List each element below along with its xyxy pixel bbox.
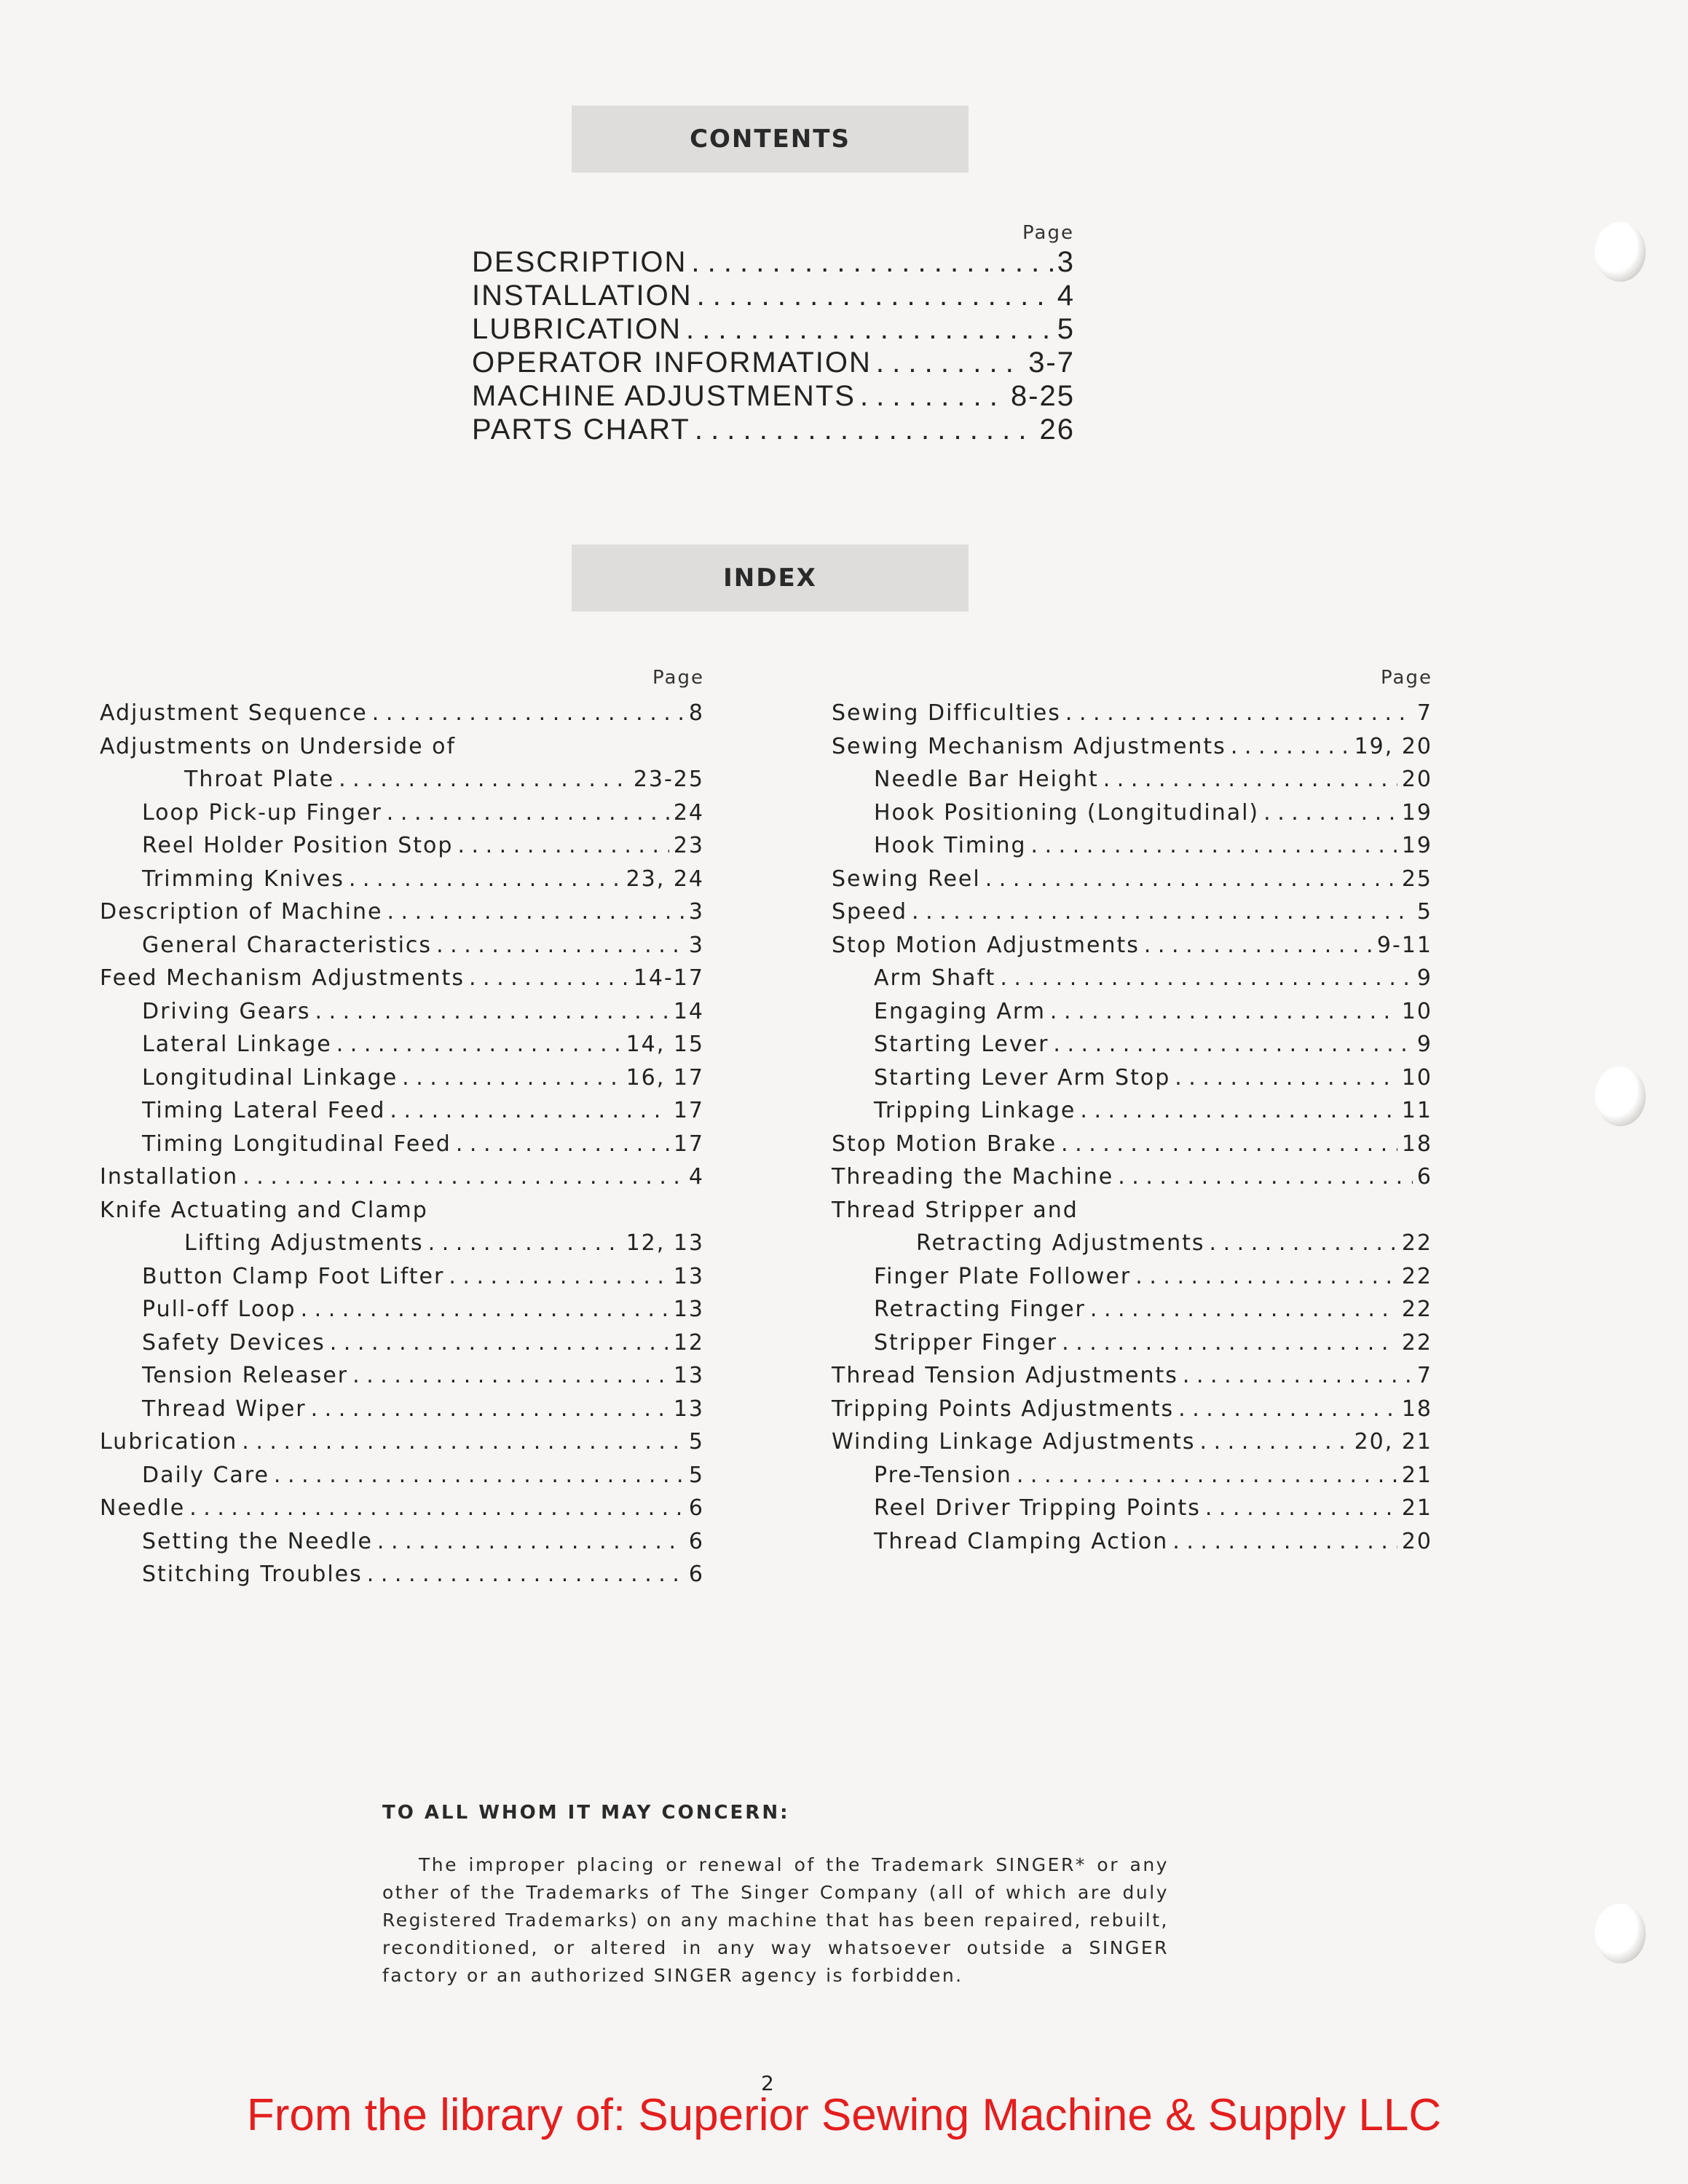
- dot-leader: [912, 899, 1413, 925]
- index-entry[interactable]: [832, 800, 1432, 834]
- dot-leader: [860, 380, 1006, 413]
- index-entry-page: 9: [1416, 1032, 1432, 1057]
- index-entry[interactable]: [832, 734, 1432, 767]
- contents-heading: [572, 106, 969, 173]
- dot-leader: [1000, 965, 1413, 991]
- dot-leader: [336, 1032, 622, 1057]
- index-entry-page: 22: [1401, 1230, 1432, 1256]
- dot-leader: [1065, 700, 1413, 726]
- dot-leader: [456, 1131, 669, 1157]
- index-entry-title: Tripping Linkage: [874, 1098, 1076, 1123]
- index-entry-page: 23, 24: [626, 866, 704, 892]
- dot-leader: [876, 347, 1024, 379]
- dot-leader: [330, 1330, 669, 1356]
- index-entry-page: 7: [1416, 700, 1432, 726]
- index-entry-page: 18: [1401, 1396, 1432, 1422]
- index-entry[interactable]: [832, 1264, 1432, 1297]
- dot-leader: [315, 999, 669, 1024]
- index-entry-page: 16, 17: [626, 1064, 704, 1091]
- contents-item-page: 8-25: [1010, 380, 1075, 412]
- dot-leader: [1053, 1032, 1413, 1057]
- index-entry-title: Needle Bar Height: [874, 767, 1099, 792]
- dot-leader: [1231, 734, 1350, 759]
- index-entry-page: 6: [1416, 1164, 1432, 1190]
- index-page-label: Page: [1381, 667, 1432, 689]
- dot-leader: [1200, 1429, 1350, 1455]
- index-entry-title: Thread Tension Adjustments: [832, 1363, 1178, 1388]
- index-entry-page: 13: [673, 1396, 704, 1422]
- index-entry-page: 6: [688, 1495, 704, 1521]
- dot-leader: [1103, 767, 1397, 792]
- dot-leader: [339, 767, 629, 792]
- index-entry-title: Trimming Knives: [142, 866, 344, 892]
- index-entry-page: 14-17: [633, 965, 704, 991]
- dot-leader: [402, 1065, 621, 1091]
- index-entry-title: Reel Holder Position Stop: [142, 833, 454, 858]
- index-entry-page: 3: [688, 899, 704, 925]
- index-entry[interactable]: [832, 767, 1432, 800]
- index-entry: [100, 1198, 704, 1231]
- index-entry-page: 5: [1416, 899, 1432, 925]
- dot-leader: [457, 833, 669, 858]
- index-entry[interactable]: [100, 933, 704, 966]
- index-entry-page: 12, 13: [626, 1230, 704, 1256]
- index-entry: [100, 734, 704, 767]
- index-entry-title: Sewing Mechanism Adjustments: [832, 733, 1226, 759]
- index-entry-title: Safety Devices: [142, 1329, 326, 1356]
- index-entry[interactable]: [832, 1429, 1432, 1463]
- dot-leader: [349, 866, 622, 892]
- dot-leader: [189, 1495, 685, 1521]
- index-entry-title: Finger Plate Follower: [874, 1263, 1132, 1289]
- index-entry-page: 7: [1416, 1363, 1432, 1388]
- dot-leader: [1062, 1330, 1397, 1356]
- index-entry-page: 21: [1401, 1462, 1432, 1488]
- contents-heading-text: CONTENTS: [690, 124, 851, 154]
- index-entry-title: Engaging Arm: [874, 998, 1046, 1024]
- index-entry-title: Hook Timing: [874, 833, 1027, 858]
- contents-item-page: 26: [1039, 414, 1075, 446]
- dot-leader: [697, 280, 1053, 312]
- index-entry-title: Driving Gears: [142, 998, 311, 1024]
- index-entry-page: 4: [688, 1164, 704, 1190]
- index-entry-page: 9-11: [1376, 932, 1432, 958]
- index-entry-title: Loop Pick-up Finger: [142, 799, 382, 826]
- index-entry-title: Winding Linkage Adjustments: [832, 1429, 1196, 1455]
- dot-leader: [1118, 1164, 1413, 1190]
- index-entry-title: Stop Motion Brake: [832, 1131, 1057, 1157]
- dot-leader: [242, 1429, 685, 1455]
- index-entry-title: Reel Driver Tripping Points: [874, 1495, 1201, 1521]
- index-entry-title: Tension Releaser: [142, 1363, 349, 1388]
- index-entry-title: Button Clamp Foot Lifter: [142, 1263, 445, 1289]
- dot-leader: [985, 866, 1397, 892]
- dot-leader: [449, 1264, 669, 1289]
- contents-item-title: MACHINE ADJUSTMENTS: [472, 380, 856, 412]
- index-entry[interactable]: [832, 999, 1432, 1032]
- index-entry-title: Needle: [100, 1495, 186, 1521]
- index-entry[interactable]: [832, 1463, 1432, 1496]
- index-entry[interactable]: [100, 1330, 704, 1364]
- index-entry-page: 6: [688, 1562, 704, 1587]
- index-entry[interactable]: [100, 999, 704, 1032]
- index-entry-title: Knife Actuating and Clamp: [100, 1197, 428, 1223]
- dot-leader: [691, 246, 1052, 279]
- punch-hole: [1595, 1067, 1646, 1126]
- index-entry[interactable]: [832, 1495, 1432, 1529]
- index-entry-page: 3: [688, 932, 704, 958]
- index-entry-page: 20, 21: [1354, 1429, 1432, 1455]
- index-entry-title: Sewing Reel: [832, 866, 981, 892]
- contents-item[interactable]: [472, 246, 1075, 280]
- index-entry[interactable]: [832, 1330, 1432, 1364]
- index-entry-title: Thread Clamping Action: [874, 1528, 1169, 1554]
- dot-leader: [242, 1164, 685, 1190]
- index-right-column: [832, 662, 1432, 1562]
- index-entry-page: 22: [1401, 1263, 1432, 1289]
- dot-leader: [1263, 800, 1397, 826]
- index-entry[interactable]: [100, 1131, 704, 1165]
- index-entry-page: 11: [1401, 1098, 1432, 1123]
- index-entry-title: General Characteristics: [142, 932, 433, 958]
- dot-leader: [387, 800, 669, 826]
- index-entry-page: 6: [688, 1528, 704, 1554]
- index-entry: [832, 1198, 1432, 1231]
- dot-leader: [686, 313, 1053, 346]
- dot-leader: [1175, 1065, 1397, 1091]
- index-entry-page: 13: [673, 1263, 704, 1289]
- contents-item[interactable]: [472, 280, 1075, 313]
- index-entry-page: 24: [673, 799, 704, 826]
- dot-leader: [428, 1230, 622, 1256]
- dot-leader: [387, 899, 684, 925]
- index-entry-title: Stitching Troubles: [142, 1562, 363, 1587]
- dot-leader: [390, 1098, 669, 1123]
- index-entry-title: Daily Care: [142, 1462, 269, 1488]
- index-entry[interactable]: [100, 800, 704, 834]
- dot-leader: [377, 1529, 685, 1554]
- index-entry-page: 5: [688, 1429, 704, 1455]
- index-entry[interactable]: [832, 1131, 1432, 1165]
- contents-item-title: DESCRIPTION: [472, 246, 687, 278]
- index-entry-title: Lateral Linkage: [142, 1032, 332, 1057]
- index-entry-page: 14: [673, 998, 704, 1024]
- index-entry-page: 19: [1401, 799, 1432, 826]
- dot-leader: [1210, 1230, 1397, 1256]
- dot-leader: [372, 700, 685, 726]
- index-entry[interactable]: [100, 1230, 704, 1264]
- index-entry[interactable]: [100, 866, 704, 900]
- index-entry-title: Thread Stripper and: [832, 1197, 1078, 1223]
- index-entry[interactable]: [100, 965, 704, 999]
- dot-leader: [1172, 1529, 1397, 1554]
- library-credit: From the library of: Superior Sewing Machine & Supply LLC: [246, 2090, 1442, 2140]
- dot-leader: [1080, 1098, 1397, 1123]
- index-entry[interactable]: [100, 1264, 704, 1297]
- index-entry-page: 8: [688, 700, 704, 726]
- index-entry-title: Lubrication: [100, 1429, 238, 1455]
- index-entry[interactable]: [832, 1396, 1432, 1430]
- index-entry[interactable]: [100, 1032, 704, 1065]
- contents-item-page: 3: [1057, 246, 1075, 278]
- index-entry-page: 17: [673, 1131, 704, 1157]
- index-entry[interactable]: [100, 1495, 704, 1529]
- index-entry[interactable]: [100, 1562, 704, 1595]
- dot-leader: [301, 1297, 669, 1322]
- dot-leader: [1178, 1396, 1397, 1422]
- index-entry-page: 22: [1401, 1329, 1432, 1356]
- index-entry-page: 23-25: [633, 767, 704, 792]
- index-entry-page: 12: [673, 1329, 704, 1356]
- index-entry[interactable]: [832, 1098, 1432, 1131]
- contents-item-page: 5: [1057, 313, 1075, 345]
- index-entry[interactable]: [100, 1363, 704, 1396]
- index-entry-title: Sewing Difficulties: [832, 700, 1061, 726]
- index-entry-page: 10: [1401, 1064, 1432, 1091]
- index-entry-title: Stripper Finger: [874, 1329, 1058, 1356]
- dot-leader: [1061, 1131, 1397, 1157]
- index-entry[interactable]: [832, 1065, 1432, 1099]
- contents-item[interactable]: [472, 414, 1075, 447]
- index-entry[interactable]: [100, 1297, 704, 1330]
- dot-leader: [1144, 933, 1373, 958]
- index-entry[interactable]: [832, 1297, 1432, 1330]
- index-entry-page: 10: [1401, 998, 1432, 1024]
- index-entry[interactable]: [100, 1164, 704, 1198]
- index-entry[interactable]: [100, 833, 704, 866]
- dot-leader: [311, 1396, 669, 1422]
- index-entry[interactable]: [832, 899, 1432, 933]
- index-entry-page: 25: [1401, 866, 1432, 892]
- index-entry-title: Setting the Needle: [142, 1528, 373, 1554]
- page-number: 2: [761, 2071, 774, 2095]
- contents-item[interactable]: [472, 347, 1075, 380]
- index-entry-page: 20: [1401, 767, 1432, 792]
- index-entry[interactable]: [100, 1463, 704, 1496]
- index-entry-title: Pull-off Loop: [142, 1297, 296, 1322]
- index-entry-title: Starting Lever: [874, 1032, 1049, 1057]
- index-entry-title: Arm Shaft: [874, 965, 996, 991]
- dot-leader: [1135, 1264, 1397, 1289]
- index-entry[interactable]: [100, 767, 704, 800]
- dot-leader: [352, 1363, 669, 1388]
- index-entry-title: Hook Positioning (Longitudinal): [874, 799, 1260, 826]
- dot-leader: [1183, 1363, 1413, 1388]
- index-entry-title: Lifting Adjustments: [184, 1230, 424, 1256]
- dot-leader: [1031, 833, 1397, 858]
- punch-hole: [1595, 222, 1646, 282]
- index-entry-title: Installation: [100, 1164, 239, 1190]
- index-entry-title: Timing Longitudinal Feed: [142, 1131, 451, 1157]
- index-entry-page: 23: [673, 833, 704, 858]
- index-entry-title: Adjustments on Underside of: [100, 733, 457, 759]
- index-entry-page: 5: [688, 1462, 704, 1488]
- index-entry[interactable]: [100, 700, 704, 734]
- dot-leader: [1050, 999, 1397, 1024]
- index-entry-page: 18: [1401, 1131, 1432, 1157]
- index-entry-title: Adjustment Sequence: [100, 700, 368, 726]
- index-entry[interactable]: [100, 1065, 704, 1099]
- index-entry-page: 9: [1416, 965, 1432, 991]
- dot-leader: [1090, 1297, 1397, 1322]
- dot-leader: [469, 965, 629, 991]
- index-entry[interactable]: [100, 1098, 704, 1131]
- index-entry-title: Speed: [832, 899, 908, 925]
- index-entry[interactable]: [832, 833, 1432, 866]
- index-entry[interactable]: [100, 1529, 704, 1562]
- index-entry[interactable]: [832, 933, 1432, 966]
- contents-item-title: OPERATOR INFORMATION: [472, 347, 872, 379]
- contents-item-title: LUBRICATION: [472, 313, 682, 345]
- contents-item-title: PARTS CHART: [472, 414, 690, 446]
- index-entry-title: Pre-Tension: [874, 1462, 1012, 1488]
- index-entry[interactable]: [832, 1363, 1432, 1396]
- index-entry-page: 14, 15: [626, 1032, 704, 1057]
- index-entry[interactable]: [832, 1230, 1432, 1264]
- index-entry-title: Timing Lateral Feed: [142, 1098, 386, 1123]
- index-left-column: [100, 662, 704, 1595]
- index-entry[interactable]: [832, 1529, 1432, 1562]
- punch-hole: [1595, 1904, 1646, 1963]
- contents-page-label: Page: [1022, 222, 1074, 244]
- contents-item-title: INSTALLATION: [472, 280, 693, 312]
- contents-item[interactable]: [472, 313, 1075, 347]
- index-entry-page: 13: [673, 1363, 704, 1388]
- contents-item[interactable]: [472, 380, 1075, 414]
- index-entry-title: Description of Machine: [100, 899, 383, 925]
- index-entry[interactable]: [832, 1164, 1432, 1198]
- index-entry-title: Stop Motion Adjustments: [832, 932, 1140, 958]
- index-entry[interactable]: [100, 1429, 704, 1463]
- notice-body: The improper placing or renewal of the Trademark SINGER* or any other of the Trademarks of The Singer Company (all of which are duly Registered Trademarks) on any machine that has been repaired, rebuilt, reconditioned, or altered in any way whatsoever outside a SINGER factory or an authorized SINGER agency is forbidden.: [382, 1854, 1169, 1986]
- index-page-label: Page: [652, 667, 704, 689]
- contents-list: [472, 246, 1075, 447]
- index-entry-title: Tripping Points Adjustments: [832, 1396, 1175, 1422]
- index-heading-text: INDEX: [723, 563, 817, 593]
- dot-leader: [274, 1463, 685, 1488]
- dot-leader: [695, 414, 1036, 446]
- index-entry[interactable]: [832, 1032, 1432, 1065]
- trademark-notice: [382, 1802, 1169, 1990]
- index-heading: [572, 545, 969, 612]
- index-entry-title: Retracting Finger: [874, 1297, 1086, 1322]
- index-entry-page: 22: [1401, 1297, 1432, 1322]
- index-entry[interactable]: [832, 700, 1432, 734]
- index-entry-title: Longitudinal Linkage: [142, 1064, 398, 1091]
- index-entry-page: 19: [1401, 833, 1432, 858]
- index-entry-title: Feed Mechanism Adjustments: [100, 965, 465, 991]
- index-entry-title: Throat Plate: [184, 767, 335, 792]
- index-entry-page: 13: [673, 1297, 704, 1322]
- dot-leader: [1017, 1463, 1397, 1488]
- index-entry-page: 17: [673, 1098, 704, 1123]
- index-entry-page: 20: [1401, 1528, 1432, 1554]
- index-entry-title: Starting Lever Arm Stop: [874, 1064, 1171, 1091]
- index-entry[interactable]: [832, 866, 1432, 900]
- contents-item-page: 3-7: [1028, 347, 1075, 379]
- index-entry[interactable]: [832, 965, 1432, 999]
- index-entry[interactable]: [100, 1396, 704, 1430]
- index-entry-page: 19, 20: [1354, 733, 1432, 759]
- dot-leader: [1205, 1495, 1397, 1521]
- contents-item-page: 4: [1057, 280, 1075, 312]
- index-entry-title: Threading the Machine: [832, 1164, 1114, 1190]
- index-entry-page: 21: [1401, 1495, 1432, 1521]
- index-entry-title: Thread Wiper: [142, 1396, 307, 1422]
- notice-title: TO ALL WHOM IT MAY CONCERN:: [382, 1802, 790, 1824]
- dot-leader: [367, 1562, 685, 1587]
- index-entry[interactable]: [100, 899, 704, 933]
- index-entry-title: Retracting Adjustments: [916, 1230, 1205, 1256]
- dot-leader: [436, 933, 685, 958]
